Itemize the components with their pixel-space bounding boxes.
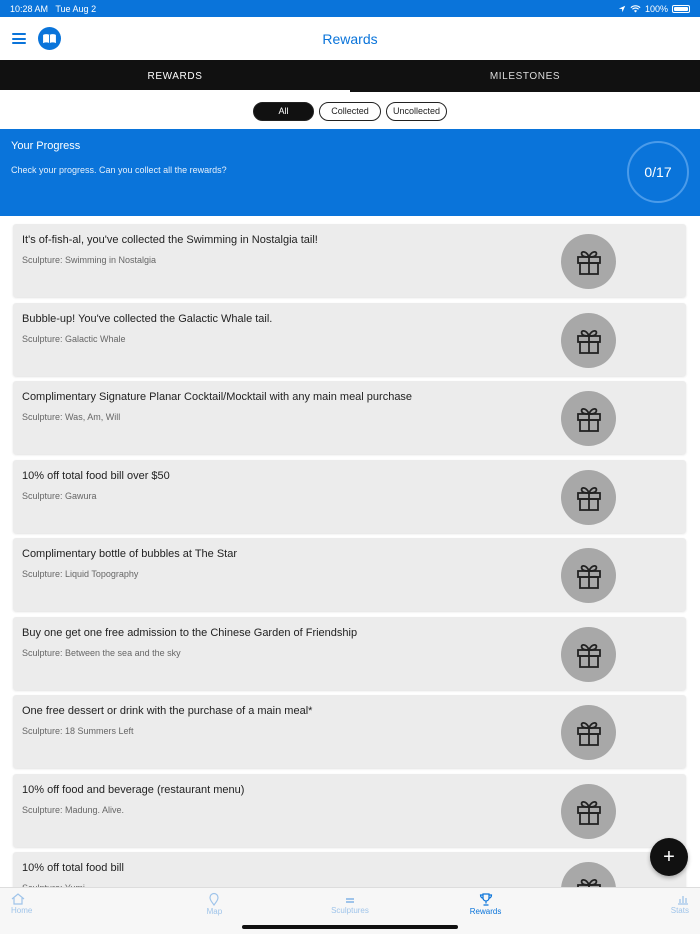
reward-sculpture: Sculpture: Gawura	[22, 491, 97, 501]
filter-all[interactable]: All	[253, 102, 314, 121]
home-icon	[11, 893, 25, 905]
tab-bar	[0, 60, 700, 92]
gift-icon[interactable]	[561, 705, 616, 760]
status-right	[618, 4, 690, 14]
reward-card[interactable]	[13, 538, 686, 611]
tab-rewards[interactable]: REWARDS	[0, 60, 350, 92]
trophy-icon	[479, 893, 493, 906]
reward-sculpture: Sculpture: Galactic Whale	[22, 334, 126, 344]
status-left	[10, 4, 96, 14]
reward-card[interactable]	[13, 774, 686, 847]
battery-percent: 100%	[644, 3, 668, 14]
page-title: Rewards	[322, 30, 378, 47]
nav-stats-label: Stats	[670, 906, 689, 915]
reward-sculpture: Sculpture: Liquid Topography	[22, 569, 139, 579]
nav-map-label: Map	[206, 907, 223, 916]
nav-rewards-label: Rewards	[469, 907, 502, 916]
reward-card[interactable]	[13, 695, 686, 768]
book-logo-icon[interactable]	[38, 27, 61, 50]
reward-card[interactable]	[13, 460, 686, 533]
reward-card[interactable]	[13, 224, 686, 297]
gift-icon[interactable]	[561, 627, 616, 682]
gift-icon[interactable]	[561, 470, 616, 525]
add-button[interactable]: +	[650, 838, 688, 876]
gift-icon[interactable]	[561, 234, 616, 289]
nav-home[interactable]	[0, 888, 147, 934]
nav-sculptures-label: Sculptures	[331, 906, 369, 915]
reward-sculpture: Sculpture: Swimming in Nostalgia	[22, 255, 157, 265]
home-indicator	[242, 925, 458, 929]
wifi-icon	[630, 5, 641, 13]
filter-uncollected[interactable]: Uncollected	[386, 102, 447, 121]
gift-icon[interactable]	[561, 784, 616, 839]
nav-home-label: Home	[11, 906, 33, 915]
reward-title: 10% off total food bill	[22, 862, 124, 874]
reward-sculpture: Sculpture: Was, Am, Will	[22, 412, 121, 422]
status-bar	[0, 0, 700, 17]
stats-icon	[677, 893, 689, 905]
reward-card[interactable]	[13, 303, 686, 376]
battery-icon	[672, 5, 690, 13]
progress-subtitle: Check your progress. Can you collect all the rewards?	[11, 165, 227, 175]
reward-card[interactable]	[13, 617, 686, 690]
reward-title: 10% off food and beverage (restaurant menu)	[22, 784, 245, 796]
reward-title: It's of-fish-al, you've collected the Swimming in Nostalgia tail!	[22, 234, 318, 246]
status-time: 10:28 AM	[10, 3, 49, 14]
gift-icon[interactable]	[561, 313, 616, 368]
reward-title: Complimentary Signature Planar Cocktail/Mocktail with any main meal purchase	[22, 391, 413, 403]
reward-title: 10% off total food bill over $50	[22, 470, 170, 482]
app-header	[0, 17, 700, 60]
status-date: Tue Aug 2	[55, 3, 97, 14]
reward-title: Buy one get one free admission to the Chinese Garden of Friendship	[22, 627, 358, 639]
sculpture-icon	[344, 893, 356, 905]
nav-stats[interactable]	[553, 888, 700, 934]
reward-sculpture: Sculpture: 18 Summers Left	[22, 726, 134, 736]
filter-collected[interactable]: Collected	[319, 102, 381, 121]
reward-card[interactable]	[13, 381, 686, 454]
gift-icon[interactable]	[561, 391, 616, 446]
reward-title: Complimentary bottle of bubbles at The Star	[22, 548, 238, 560]
hamburger-menu-icon[interactable]	[12, 33, 26, 44]
reward-sculpture: Sculpture: Between the sea and the sky	[22, 648, 181, 658]
location-arrow-icon	[618, 5, 626, 13]
progress-title: Your Progress	[11, 140, 81, 152]
progress-banner	[0, 129, 700, 216]
reward-title: One free dessert or drink with the purchase of a main meal*	[22, 705, 313, 717]
map-pin-icon	[209, 893, 219, 906]
filter-chips	[0, 92, 700, 130]
reward-sculpture: Sculpture: Madung. Alive.	[22, 805, 125, 815]
progress-count: 0/17	[627, 141, 689, 203]
tab-milestones[interactable]: MILESTONES	[489, 70, 561, 82]
reward-list[interactable]	[0, 216, 700, 887]
gift-icon[interactable]	[561, 548, 616, 603]
reward-title: Bubble-up! You've collected the Galactic Whale tail.	[22, 313, 273, 325]
